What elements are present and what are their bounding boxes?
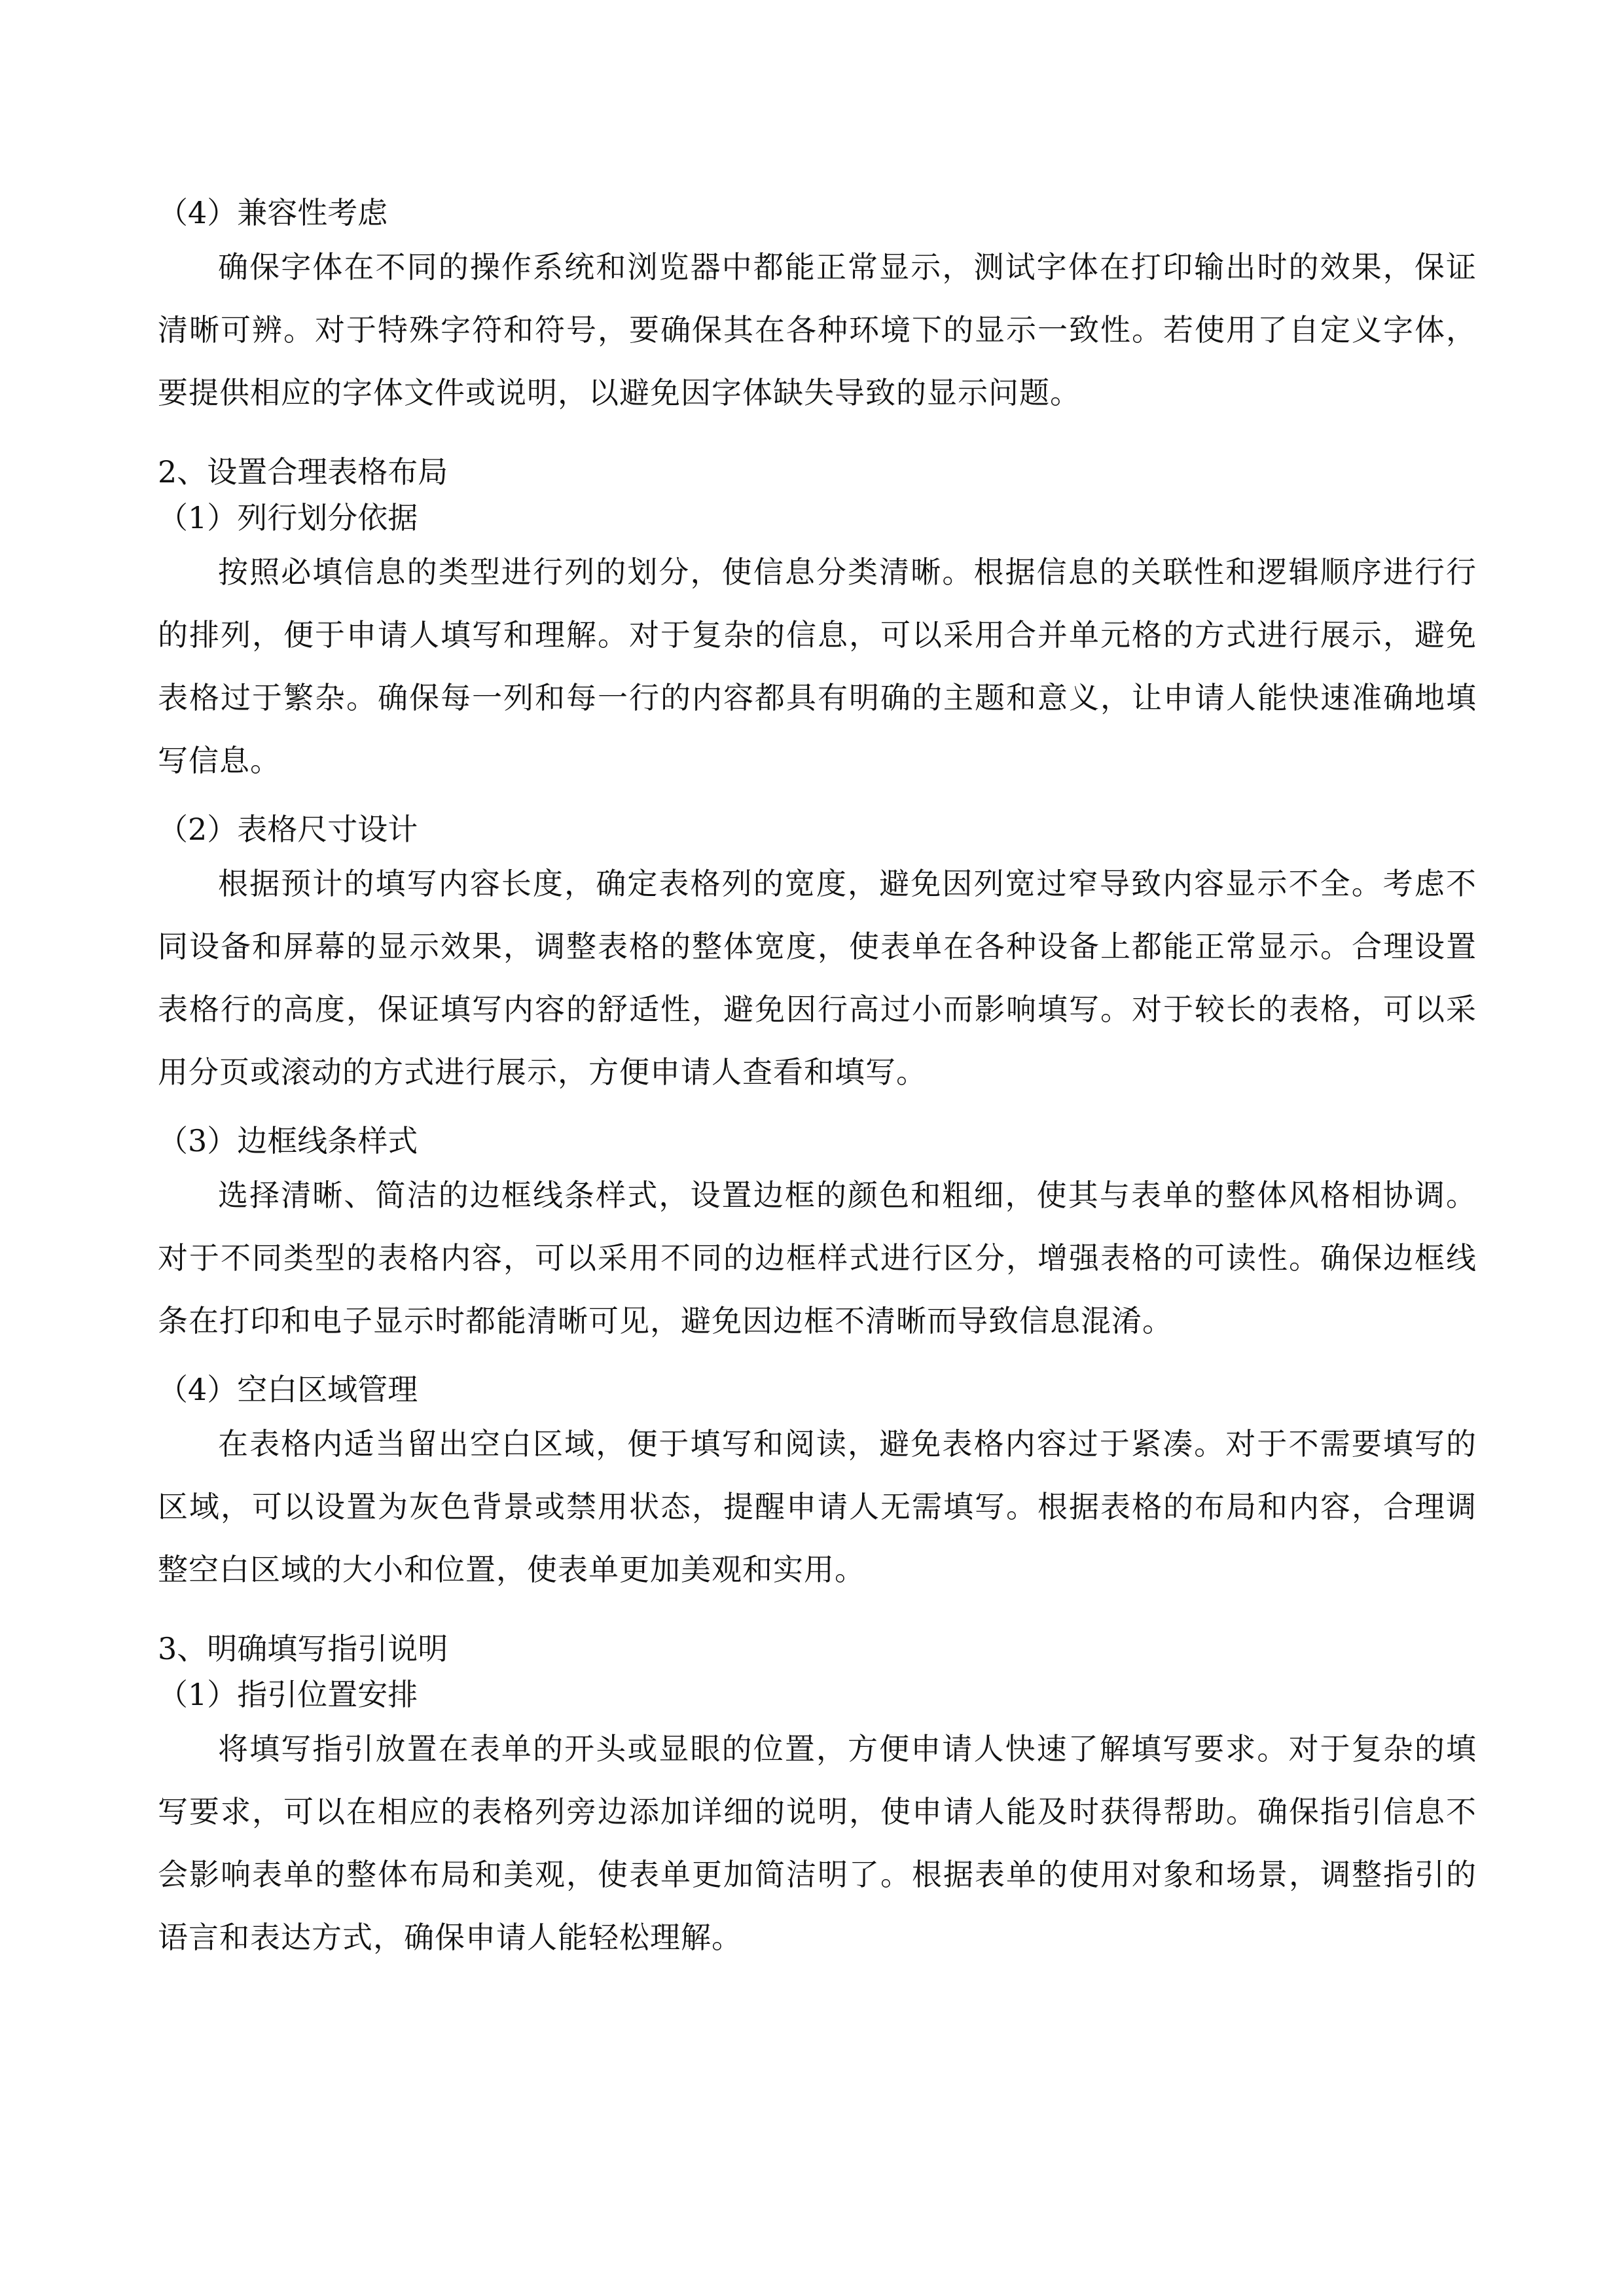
subsection-heading-whitespace: （4）空白区域管理 — [158, 1372, 418, 1407]
subsection-heading-column-row-division: （1）列行划分依据 — [158, 500, 418, 535]
subsection-heading-border-style: （3）边框线条样式 — [158, 1123, 418, 1158]
paragraph-guide-position: 将填写指引放置在表单的开头或显眼的位置，方便申请人快速了解填写要求。对于复杂的填写要求，可以在相应的表格列旁边添加详细的说明，使申请人能及时获得帮助。确保指引信息不会影响表单的整体布局和美观，使表单更加简洁明了。根据表单的使用对象和场景，调整指引的语言和表达方式，确保申请人能轻松理解。 — [158, 1731, 1477, 1955]
subsection-heading-table-size: （2）表格尺寸设计 — [158, 812, 418, 847]
subsection-heading-compatibility: （4）兼容性考虑 — [158, 195, 388, 230]
subsection-heading-guide-position: （1）指引位置安排 — [158, 1677, 418, 1712]
paragraph-border-style: 选择清晰、简洁的边框线条样式，设置边框的颜色和粗细，使其与表单的整体风格相协调。对于不同类型的表格内容，可以采用不同的边框样式进行区分，增强表格的可读性。确保边框线条在打印和电子显示时都能清晰可见，避免因边框不清晰而导致信息混淆。 — [158, 1177, 1477, 1338]
section-heading-fill-guide: 3、明确填写指引说明 — [158, 1631, 448, 1666]
paragraph-compatibility: 确保字体在不同的操作系统和浏览器中都能正常显示，测试字体在打印输出时的效果，保证清晰可辨。对于特殊字符和符号，要确保其在各种环境下的显示一致性。若使用了自定义字体，要提供相应的字体文件或说明，以避免因字体缺失导致的显示问题。 — [158, 249, 1477, 410]
paragraph-whitespace: 在表格内适当留出空白区域，便于填写和阅读，避免表格内容过于紧凑。对于不需要填写的区域，可以设置为灰色背景或禁用状态，提醒申请人无需填写。根据表格的布局和内容，合理调整空白区域的大小和位置，使表单更加美观和实用。 — [158, 1426, 1477, 1587]
paragraph-table-size: 根据预计的填写内容长度，确定表格列的宽度，避免因列宽过窄导致内容显示不全。考虑不同设备和屏幕的显示效果，调整表格的整体宽度，使表单在各种设备上都能正常显示。合理设置表格行的高度，保证填写内容的舒适性，避免因行高过小而影响填写。对于较长的表格，可以采用分页或滚动的方式进行展示，方便申请人查看和填写。 — [158, 866, 1477, 1090]
section-heading-table-layout: 2、设置合理表格布局 — [158, 454, 448, 490]
paragraph-column-row-division: 按照必填信息的类型进行列的划分，使信息分类清晰。根据信息的关联性和逻辑顺序进行行的排列，便于申请人填写和理解。对于复杂的信息，可以采用合并单元格的方式进行展示，避免表格过于繁杂。确保每一列和每一行的内容都具有明确的主题和意义，让申请人能快速准确地填写信息。 — [158, 554, 1477, 778]
document-body — [158, 190, 1477, 1969]
